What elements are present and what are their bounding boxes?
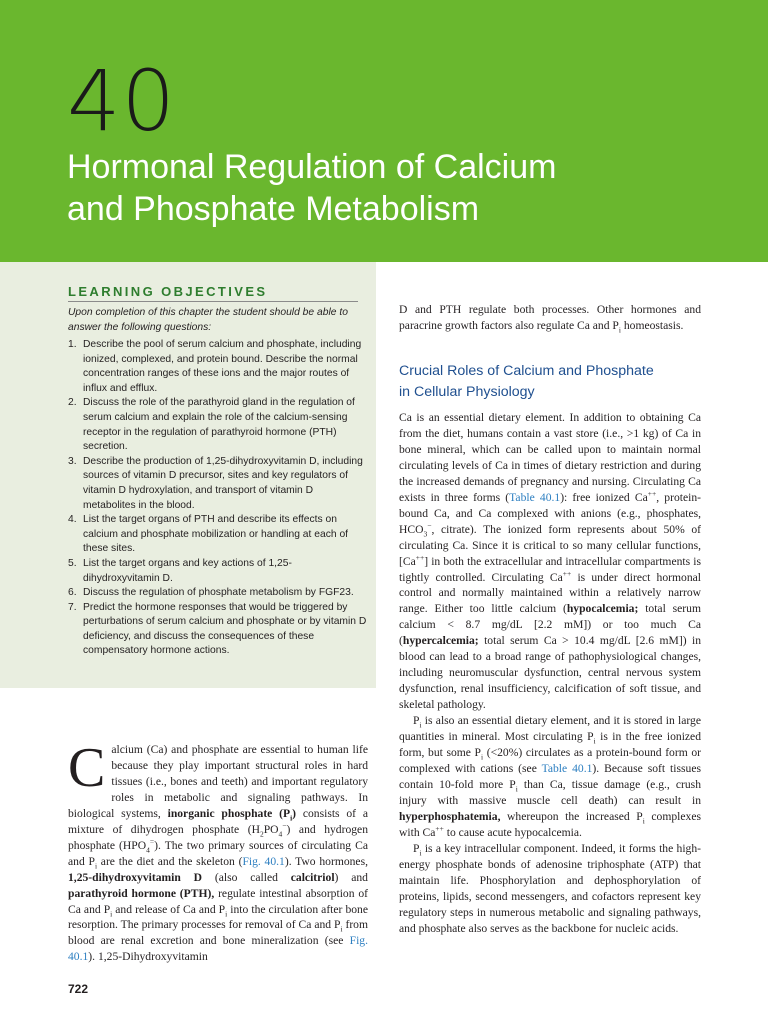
chapter-title-line1: Hormonal Regulation of Calcium [67, 148, 557, 186]
table-link[interactable]: Table 40.1 [541, 761, 593, 775]
table-link[interactable]: Table 40.1 [509, 490, 561, 504]
objective-number: 5. [68, 557, 77, 569]
paragraph: $P_i$ is a key intracellular component. Indeed, it forms the high-energy phosphate bonds of adenosine triphosphate (ATP) that maintain life. Phosphorylation and dephosphorylation of proteins, lipids, second messengers, and cofactors represent key regulatory steps in numerous metabolic and signaling pathways, and phosphate also serves as the backbone for nucleic acids. [399, 841, 701, 935]
section-body [399, 410, 701, 936]
learning-objectives-intro: Upon completion of this chapter the student should be able to answer the following questions: [68, 307, 348, 333]
section-heading-line2: in Cellular Physiology [399, 384, 535, 400]
chapter-title [67, 146, 707, 230]
objective-number: 6. [68, 587, 77, 599]
objective-text: Describe the production of 1,25-dihydroxyvitamin D, including sources of vitamin D precursor, sites and key regulators of vitamin D hydroxylation, and transport of vitamin D metabolites in the blood. [83, 455, 363, 511]
objective-item [68, 586, 368, 601]
objective-item [68, 513, 368, 557]
paragraph: Ca is an essential dietary element. In addition to obtaining Ca from the diet, humans contain a vast store (i.e., >1 kg) of Ca in bone mineral, which can be called upon to maintain normal circulating levels of Ca in times of dietary restriction and during the increased demands of pregnancy and nursing. Circulating Ca exists in three forms (Table 40.1): free ionized Ca++, protein-bound Ca, and Ca complexed with anions (e.g., phosphates, $HCO_3^-$, citrate). The ionized form represents about 50% of circulating Ca. Since it is critical to so many cellular functions, [Ca++] in both the extracellular and intracellular compartments is tightly controlled. Circulating Ca++ is under direct hormonal control and normally maintained within a relatively narrow range. Either too little calcium (hypocalcemia; total serum calcium < 8.7 mg/dL [2.2 mM]) or too much Ca (hypercalcemia; total serum Ca > 10.4 mg/dL [2.6 mM]) in blood can lead to a broad range of pathophysiological changes, including neuromuscular dysfunction, central nervous system dysfunction, renal insufficiency, calcification of soft tissue, and skeletal pathology. [399, 411, 701, 712]
section-heading [399, 361, 701, 403]
section-heading-line1: Crucial Roles of Calcium and Phosphate [399, 363, 654, 379]
objective-text: Predict the hormone responses that would be triggered by perturbations of serum calcium and phosphate or by vitamin D deficiency, and discuss the consequences of these compensatory hormone actions. [83, 601, 367, 657]
objective-number: 4. [68, 514, 77, 526]
objective-text: Discuss the role of the parathyroid gland in the regulation of serum calcium and explain the role of the calcium-sensing receptor in the regulation of parathyroid hormone (PTH) secretion. [83, 397, 355, 453]
objective-item [68, 338, 368, 396]
objective-text: Discuss the regulation of phosphate metabolism by FGF23. [83, 587, 354, 599]
learning-objectives-heading: LEARNING OBJECTIVES [68, 284, 268, 299]
objective-item [68, 396, 368, 454]
objective-number: 1. [68, 339, 77, 350]
learning-objectives-rule [68, 301, 358, 302]
objective-text: Describe the pool of serum calcium and phosphate, including ionized, complexed, and protein bound. Describe the normal concentration ranges of these ions and the major routes of influx and efflux. [83, 339, 362, 394]
objective-item [68, 455, 368, 513]
objective-text: List the target organs of PTH and describe its effects on calcium and phosphate mobilization or handling at each of these sites. [83, 514, 349, 555]
objective-number: 2. [68, 397, 77, 409]
learning-objectives-list [68, 338, 368, 659]
continuation-paragraph: D and PTH regulate both processes. Other hormones and paracrine growth factors also regulate Ca and $P_i$ homeostasis. [399, 303, 701, 335]
intro-paragraph-text: alcium (Ca) and phosphate are essential to human life because they play important structural roles in hard tissues (i.e., bones and teeth) and important regulatory roles in metabolic and signaling pathways. In biological systems, inorganic phosphate $(P_i)$ consists of a mixture of dihydrogen phosphate $(H_2PO_4^-)$ and hydrogen phosphate $(HPO_4^=)$. The two primary sources of circulating Ca and $P_i$ are the diet and the skeleton (Fig. 40.1). Two hormones, 1,25-dihydroxyvitamin D (also called calcitriol) and parathyroid hormone (PTH), regulate intestinal absorption of Ca and $P_i$ and release of Ca and $P_i$ into the circulation after bone resorption. The primary processes for removal of Ca and $P_i$ from blood are renal excretion and bone mineralization (see Fig. 40.1). 1,25-Dihydroxyvitamin [68, 743, 368, 964]
objective-item [68, 557, 368, 586]
objective-text: List the target organs and key actions of 1,25-dihydroxyvitamin D. [83, 557, 292, 584]
page-number: 722 [68, 982, 89, 996]
objective-number: 7. [68, 601, 77, 613]
figure-link[interactable]: Fig. 40.1 [242, 854, 285, 868]
chapter-title-line2: and Phosphate Metabolism [67, 190, 480, 228]
drop-cap: C [68, 737, 106, 799]
paragraph: $P_i$ is also an essential dietary element, and it is stored in large quantities in mineral. Most circulating $P_i$ is in the free ionized form, but some $P_i$ (<20%) circulates as a protein-bound form or complexed with cations (see Table 40.1). Because soft tissues contain 10-fold more $P_i$ than Ca, tissue damage (e.g., crush injury with massive muscle cell death) can result in hyperphosphatemia, whereupon the increased $P_i$ complexes with Ca++ to cause acute hypocalcemia. [399, 714, 701, 839]
figure-link[interactable]: Fig. 40.1 [68, 934, 368, 964]
intro-paragraph [68, 737, 368, 965]
chapter-number: 40 [67, 52, 176, 150]
objective-item [68, 601, 368, 659]
objective-number: 3. [68, 455, 77, 467]
